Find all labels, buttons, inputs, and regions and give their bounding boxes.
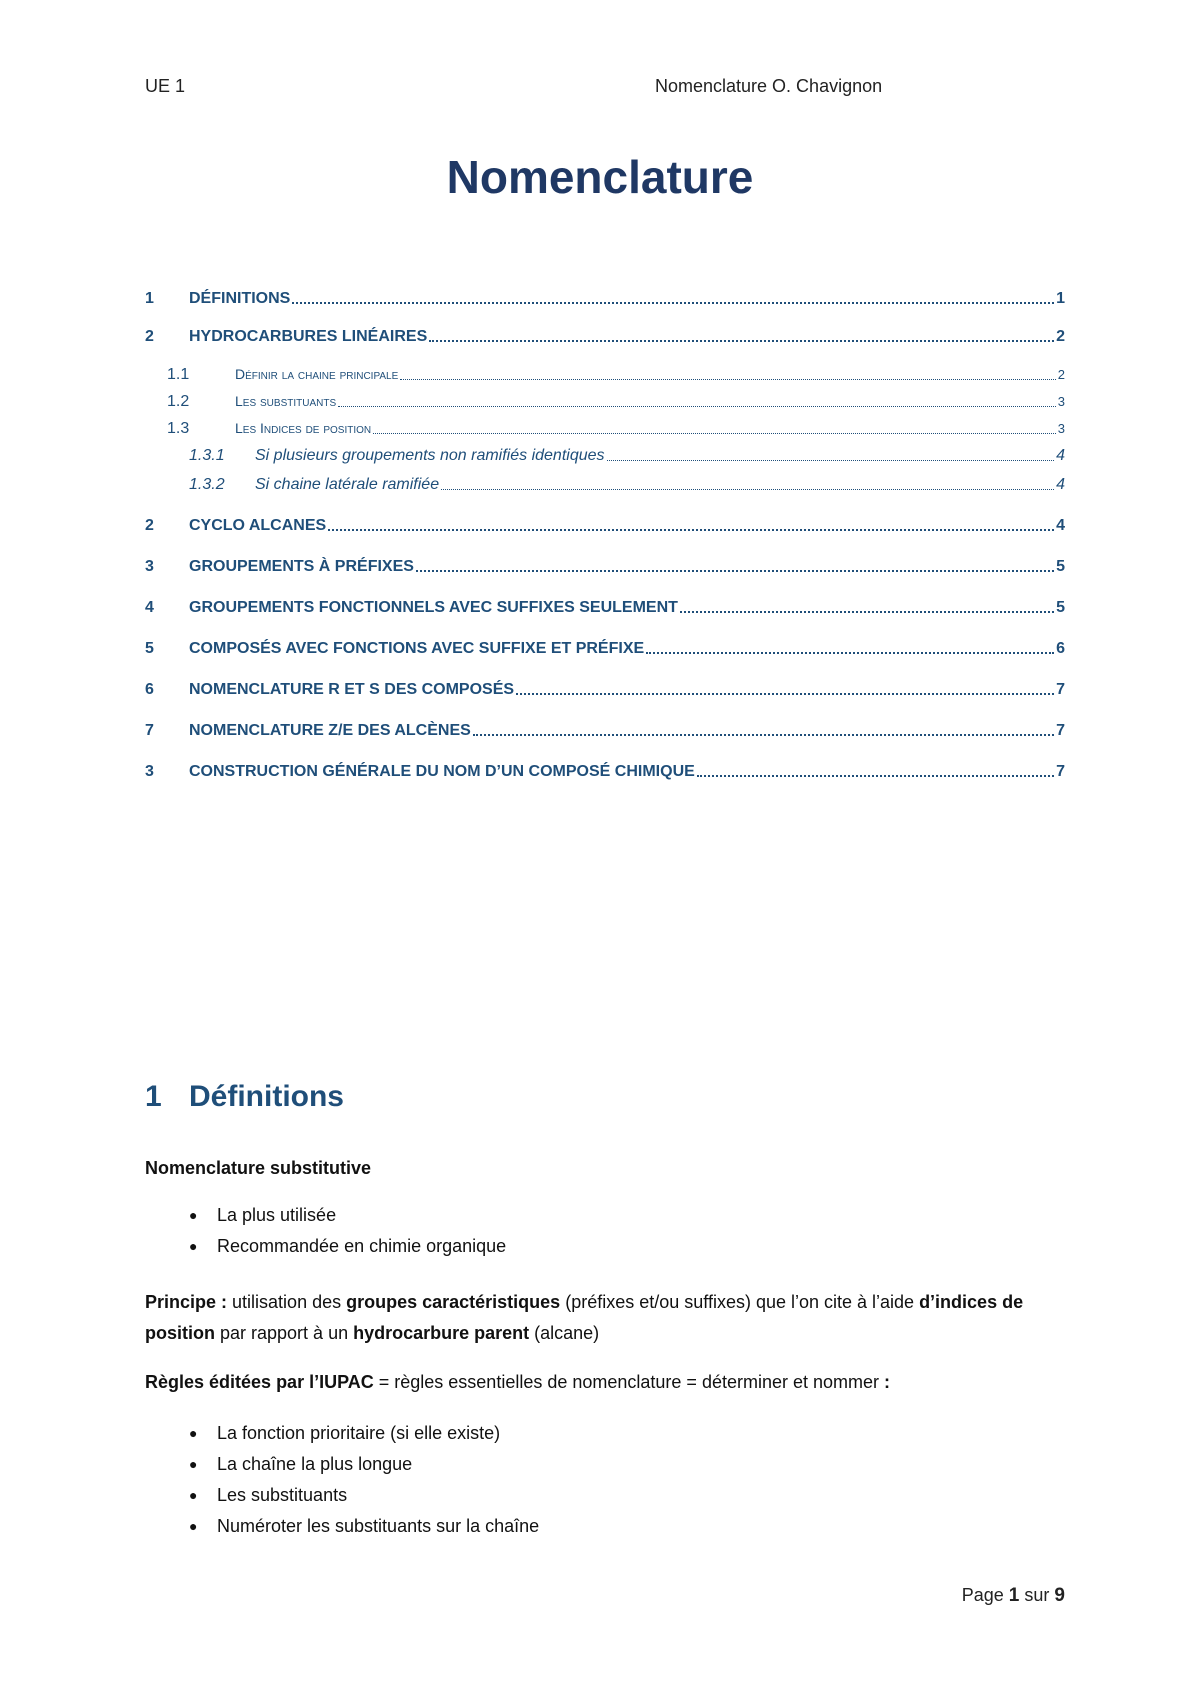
toc-entry-page: 2	[1056, 328, 1065, 345]
list-item	[145, 1200, 1065, 1231]
bullet-icon: ●	[189, 1207, 198, 1223]
toc-entry[interactable]	[145, 763, 1065, 781]
toc-leader	[607, 460, 1055, 461]
toc-entry[interactable]	[145, 558, 1065, 576]
subheading: Nomenclature substitutive	[145, 1158, 372, 1178]
toc-entry[interactable]	[145, 447, 1065, 465]
toc-entry[interactable]	[145, 599, 1065, 617]
list-item	[145, 1418, 1065, 1449]
toc-entry-label: NOMENCLATURE Z/E DES ALCÈNES	[189, 722, 471, 739]
toc-entry-page: 6	[1056, 640, 1065, 657]
toc-entry-label: NOMENCLATURE R ET S DES COMPOSÉS	[189, 681, 515, 698]
toc-entry-number: 2	[145, 328, 154, 345]
list-item	[145, 1480, 1065, 1511]
toc-entry[interactable]	[145, 393, 1065, 411]
list-item	[145, 1511, 1065, 1542]
toc-entry[interactable]	[145, 290, 1065, 308]
toc-entry-number: 4	[145, 599, 154, 616]
text: utilisation des	[227, 1292, 347, 1312]
toc-entry-page: 3	[1057, 421, 1065, 436]
toc-leader	[441, 489, 1054, 490]
bullet-icon: ●	[189, 1425, 198, 1441]
toc-entry-number: 6	[145, 681, 154, 698]
toc-entry-page: 5	[1056, 599, 1065, 616]
toc-entry[interactable]	[145, 328, 1065, 346]
toc-entry-number: 5	[145, 640, 154, 657]
section-title: Définitions	[189, 1080, 344, 1113]
text: (préfixes et/ou suffixes) que l’on cite à l’aide	[560, 1292, 920, 1312]
toc-entry-label: DÉFINITIONS	[189, 290, 291, 307]
toc-entry-number: 1.3	[167, 420, 190, 437]
toc-entry-label: COMPOSÉS AVEC FONCTIONS AVEC SUFFIXE ET PRÉFIXE	[189, 640, 645, 657]
bold-text: d’indices de position	[145, 1292, 1024, 1343]
bullet-icon: ●	[189, 1456, 198, 1472]
toc-leader	[473, 734, 1054, 736]
toc-entry-page: 3	[1057, 394, 1065, 409]
footer-page-number: 1	[1008, 1585, 1020, 1606]
list-item-text: La fonction prioritaire (si elle existe)	[217, 1423, 501, 1443]
footer-page-total: 9	[1054, 1585, 1065, 1606]
section-number: 1	[145, 1080, 162, 1113]
toc-entry-page: 4	[1056, 517, 1065, 534]
toc-entry-label: Les substituants	[235, 393, 337, 409]
toc-entry-page: 7	[1056, 681, 1065, 698]
toc-entry[interactable]	[145, 640, 1065, 658]
toc-entry[interactable]	[145, 420, 1065, 438]
toc-leader	[516, 693, 1054, 695]
toc-leader	[429, 340, 1054, 342]
toc-entry-page: 4	[1056, 447, 1065, 464]
regles-paragraph	[145, 1372, 1065, 1393]
toc-entry-label: CONSTRUCTION GÉNÉRALE DU NOM D’UN COMPOSÉ CHIMIQUE	[189, 763, 695, 780]
toc-entry-number: 7	[145, 722, 154, 739]
toc-entry-label: HYDROCARBURES LINÉAIRES	[189, 328, 428, 345]
bullet-icon: ●	[189, 1238, 198, 1254]
toc-leader	[338, 406, 1056, 407]
toc-entry-label: GROUPEMENTS FONCTIONNELS AVEC SUFFIXES SEULEMENT	[189, 599, 678, 616]
toc-entry-number: 3	[145, 558, 154, 575]
principe-paragraph	[145, 1287, 1065, 1349]
toc-entry-number: 3	[145, 763, 154, 780]
toc-leader	[400, 379, 1055, 380]
header-doc-author: Nomenclature O. Chavignon	[655, 76, 883, 96]
page-footer	[962, 1585, 1065, 1607]
toc-entry-label: Si chaine latérale ramifiée	[255, 476, 440, 493]
list-item-text: Recommandée en chimie organique	[217, 1236, 507, 1256]
toc-entry[interactable]	[145, 722, 1065, 740]
list-item-text: La chaîne la plus longue	[217, 1454, 413, 1474]
toc-entry-label: GROUPEMENTS À PRÉFIXES	[189, 558, 414, 575]
section-heading	[145, 1080, 344, 1114]
toc-entry-label: Si plusieurs groupements non ramifiés identiques	[255, 447, 605, 464]
bold-text: :	[884, 1372, 891, 1392]
toc-leader	[646, 652, 1054, 654]
toc-entry-label: Les Indices de position	[235, 420, 372, 436]
bullet-list	[145, 1200, 1065, 1262]
footer-page-prefix: Page	[961, 1585, 1004, 1605]
bullet-icon: ●	[189, 1518, 198, 1534]
toc-entry-page: 4	[1056, 476, 1065, 493]
toc-entry-page: 5	[1056, 558, 1065, 575]
toc-entry[interactable]	[145, 681, 1065, 699]
toc-leader	[292, 302, 1054, 304]
text: par rapport à un	[215, 1323, 354, 1343]
toc-leader	[328, 529, 1054, 531]
toc-entry-label: Définir la chaine principale	[235, 366, 399, 382]
bullet-list	[145, 1418, 1065, 1542]
bold-text: groupes caractéristiques	[346, 1292, 561, 1312]
bold-text: hydrocarbure parent	[353, 1323, 530, 1343]
toc-entry[interactable]	[145, 476, 1065, 494]
footer-page-mid: sur	[1024, 1585, 1050, 1605]
list-item-text: Les substituants	[217, 1485, 348, 1505]
toc-entry-number: 2	[145, 517, 154, 534]
document-title: Nomenclature	[446, 151, 754, 203]
toc-entry-number: 1.2	[167, 393, 190, 410]
toc-leader	[416, 570, 1054, 572]
toc-leader	[373, 433, 1056, 434]
toc-entry-page: 7	[1056, 763, 1065, 780]
toc-entry-label: CYCLO ALCANES	[189, 517, 327, 534]
header-course: UE 1	[145, 76, 186, 96]
list-item-text: Numéroter les substituants sur la chaîne	[217, 1516, 540, 1536]
toc-leader	[680, 611, 1054, 613]
toc-entry-number: 1.3.1	[189, 447, 225, 464]
toc-entry-page: 7	[1056, 722, 1065, 739]
toc-entry-number: 1.1	[167, 366, 190, 383]
toc-entry-number: 1.3.2	[189, 476, 225, 493]
bullet-icon: ●	[189, 1487, 198, 1503]
list-item-text: La plus utilisée	[217, 1205, 337, 1225]
bold-text: Règles éditées par l’IUPAC	[145, 1372, 374, 1392]
toc-entry-page: 2	[1057, 367, 1065, 382]
toc-entry-number: 1	[145, 290, 154, 307]
bold-text: Principe :	[145, 1292, 228, 1312]
list-item	[145, 1449, 1065, 1480]
list-item	[145, 1231, 1065, 1262]
text: (alcane)	[529, 1323, 600, 1343]
text: = règles essentielles de nomenclature = déterminer et nommer	[373, 1372, 885, 1392]
toc-entry-page: 1	[1056, 290, 1065, 307]
toc-leader	[697, 775, 1054, 777]
toc-entry[interactable]	[145, 517, 1065, 535]
toc-entry[interactable]	[145, 366, 1065, 384]
